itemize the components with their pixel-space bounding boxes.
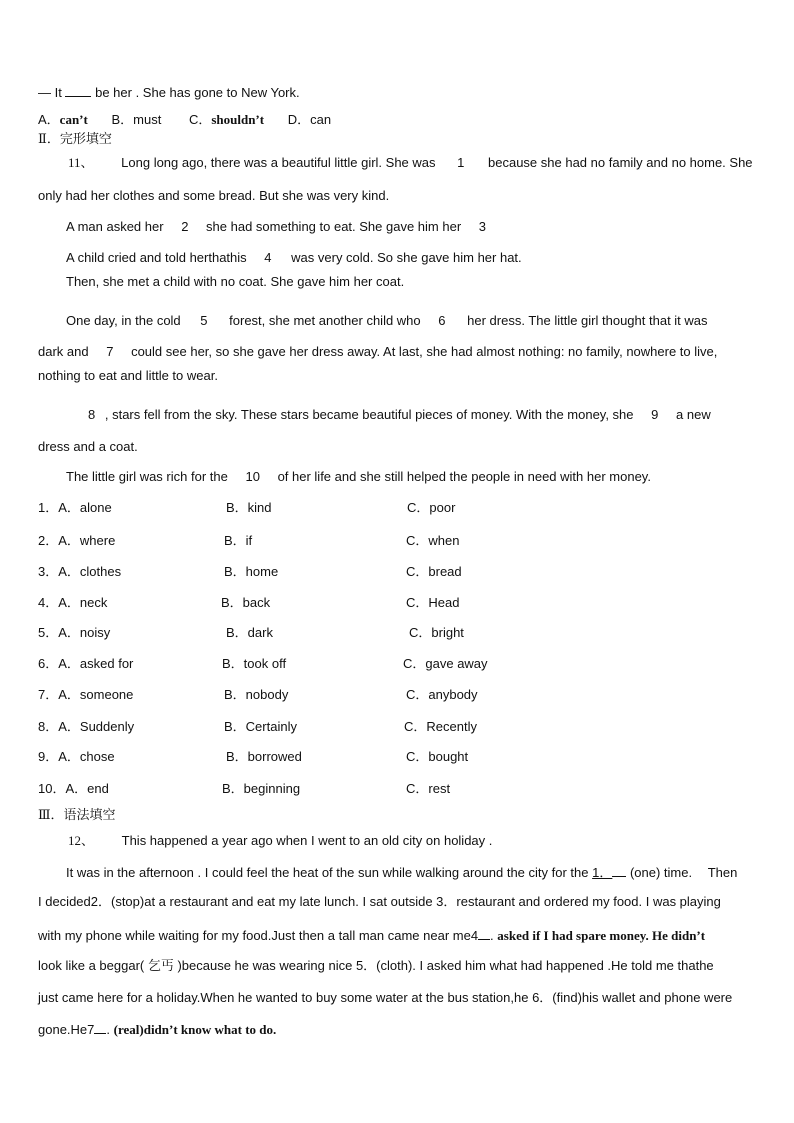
blank-number-6: 6 <box>438 313 446 328</box>
passage-line: dress and a coat. <box>38 439 138 454</box>
grammar-line-6 <box>38 1021 276 1038</box>
passage-text: she had something to eat. She gave him her <box>206 219 462 234</box>
option-a: 1．A．alone <box>38 500 112 515</box>
option-c: C．Head <box>406 595 460 610</box>
option-a: 2．A．where <box>38 533 116 548</box>
grammar-line-2: I decided2．(stop)at a restaurant and eat my late lunch. I sat outside 3．restaurant and ordered my food. I was playing <box>38 894 721 909</box>
passage-text: A child cried and told herthathis <box>66 250 247 265</box>
passage-text: A man asked her <box>66 219 164 234</box>
passage-text: her dress. The little girl thought that it was <box>467 313 708 328</box>
option-row-7 <box>38 687 478 703</box>
option-c: C．rest <box>406 781 451 796</box>
passage-text: Long long ago, there was a beautiful little girl. She was <box>121 155 436 170</box>
answer-blank <box>94 1021 106 1034</box>
option-row-2 <box>38 533 460 549</box>
section-heading-grammar: Ⅲ．语法填空 <box>38 807 116 822</box>
option-b: B．home <box>224 564 279 579</box>
grammar-line-4: look like a beggar( 乞丐 )because he was wearing nice 5．(cloth). I asked him what had happened .He told me thathe <box>38 958 714 973</box>
option-c: C．bought <box>406 749 469 764</box>
option-b: B．took off <box>222 656 287 671</box>
passage-text: . <box>490 928 494 943</box>
option-b: B．dark <box>226 625 273 640</box>
blank-number-7: 7 <box>106 344 114 359</box>
cloze-paragraph-3 <box>66 250 522 266</box>
option-c: shouldn’t <box>211 112 265 127</box>
option-b: B．if <box>224 533 253 548</box>
passage-text: just came here for a holiday.When he wanted to buy some water at the bus station,he <box>38 990 529 1005</box>
blank-number-5: 5 <box>200 313 208 328</box>
question-text: be her . She has gone to New York. <box>95 85 300 100</box>
passage-line: nothing to eat and little to wear. <box>38 368 218 383</box>
passage-text: was very cold. So she gave him her hat. <box>291 250 522 265</box>
question-dash: — It <box>38 85 62 100</box>
passage-text: asked if I had spare money. He didn’t <box>497 928 706 943</box>
cloze-paragraph-5 <box>66 313 708 329</box>
passage-text: , stars fell from the sky. These stars became beautiful pieces of money. With the money, she <box>104 407 634 422</box>
section-heading-cloze: Ⅱ．完形填空 <box>38 131 112 146</box>
option-a: 8．A．Suddenly <box>38 719 135 734</box>
answer-blank <box>612 864 626 877</box>
passage-text: because she had no family and no home. She <box>488 155 753 170</box>
passage-text: (one) time. <box>629 865 693 880</box>
option-row-1 <box>38 500 456 516</box>
option-b: B．nobody <box>224 687 289 702</box>
option-a: 3．A．clothes <box>38 564 122 579</box>
passage-text: gone.He7 <box>38 1022 95 1037</box>
blank-number-9: 9 <box>651 407 659 422</box>
answer-blank <box>65 84 91 97</box>
option-a: can’t <box>59 112 88 127</box>
question-number: 11、 <box>68 155 94 170</box>
passage-text: could see her, so she gave her dress away. At last, she had almost nothing: no family, nowhere to live, <box>131 344 718 359</box>
blank-number-8: 8 <box>88 407 96 422</box>
option-c: C．anybody <box>406 687 478 702</box>
passage-line: Then, she met a child with no coat. She gave him her coat. <box>66 274 405 289</box>
option-c: C．bread <box>406 564 462 579</box>
blank-number-4: 4 <box>264 250 272 265</box>
cloze-paragraph-7 <box>66 469 651 485</box>
blank-number-2: 2 <box>181 219 189 234</box>
passage-text: It was in the afternoon . I could feel the heat of the sun while walking around the city for the <box>66 865 589 880</box>
passage-text: . <box>106 1022 111 1037</box>
cloze-paragraph-2 <box>66 219 486 235</box>
option-b: B．back <box>221 595 271 610</box>
cloze-paragraph-1 <box>68 155 753 171</box>
option-b: B．borrowed <box>226 749 302 764</box>
option-a: 10．A．end <box>38 781 109 796</box>
option-c: C．poor <box>407 500 456 515</box>
option-b: B．kind <box>226 500 272 515</box>
passage-text: forest, she met another child who <box>229 313 421 328</box>
grammar-line-3 <box>38 927 705 944</box>
option-row-3 <box>38 564 462 580</box>
option-row-10 <box>38 781 451 797</box>
option-row-6 <box>38 656 488 672</box>
passage-text: a new <box>676 407 711 422</box>
option-a: 4．A．neck <box>38 595 108 610</box>
option-row-4 <box>38 595 460 611</box>
grammar-line-5 <box>38 990 732 1006</box>
question-line <box>38 84 300 101</box>
grammar-intro <box>68 833 492 849</box>
passage-line <box>38 344 717 360</box>
blank-number-3: 3 <box>478 219 487 234</box>
grammar-line-1 <box>66 864 737 881</box>
option-d: D．can <box>287 112 332 127</box>
answer-blank <box>478 927 490 940</box>
option-c: C．Recently <box>404 719 477 734</box>
option-b: B．must <box>111 112 162 127</box>
option-a: 9．A．chose <box>38 749 115 764</box>
question-options <box>38 112 331 128</box>
option-a: 7．A．someone <box>38 687 134 702</box>
option-a-label: A． <box>38 112 60 127</box>
blank-number-1: 1 <box>457 155 465 170</box>
passage-text: 6．(find)his wallet and phone were <box>532 990 733 1005</box>
passage-text: with my phone while waiting for my food.Just then a tall man came near me4 <box>38 928 479 943</box>
option-b: B．beginning <box>222 781 301 796</box>
option-row-9 <box>38 749 469 765</box>
passage-text: One day, in the cold <box>66 313 181 328</box>
option-a: 5．A．noisy <box>38 625 111 640</box>
blank-1: 1． <box>592 865 613 880</box>
passage-text: (real)didn’t know what to do. <box>113 1022 277 1037</box>
option-c-label: C． <box>188 112 212 127</box>
option-row-8 <box>38 719 477 735</box>
passage-text: The little girl was rich for the <box>66 469 228 484</box>
option-b: B．Certainly <box>224 719 297 734</box>
passage-line: only had her clothes and some bread. But she was very kind. <box>38 188 390 203</box>
option-c: C．gave away <box>403 656 488 671</box>
passage-text: dark and <box>38 344 89 359</box>
question-number: 12、 <box>68 833 95 848</box>
blank-number-10: 10 <box>245 469 260 484</box>
option-a: 6．A．asked for <box>38 656 134 671</box>
option-c: C．when <box>406 533 460 548</box>
cloze-paragraph-6 <box>88 407 711 423</box>
option-row-5 <box>38 625 464 641</box>
passage-text: of her life and she still helped the people in need with her money. <box>277 469 651 484</box>
passage-text: This happened a year ago when I went to an old city on holiday . <box>121 833 493 848</box>
passage-text: Then <box>707 865 738 880</box>
option-c: C．bright <box>409 625 464 640</box>
